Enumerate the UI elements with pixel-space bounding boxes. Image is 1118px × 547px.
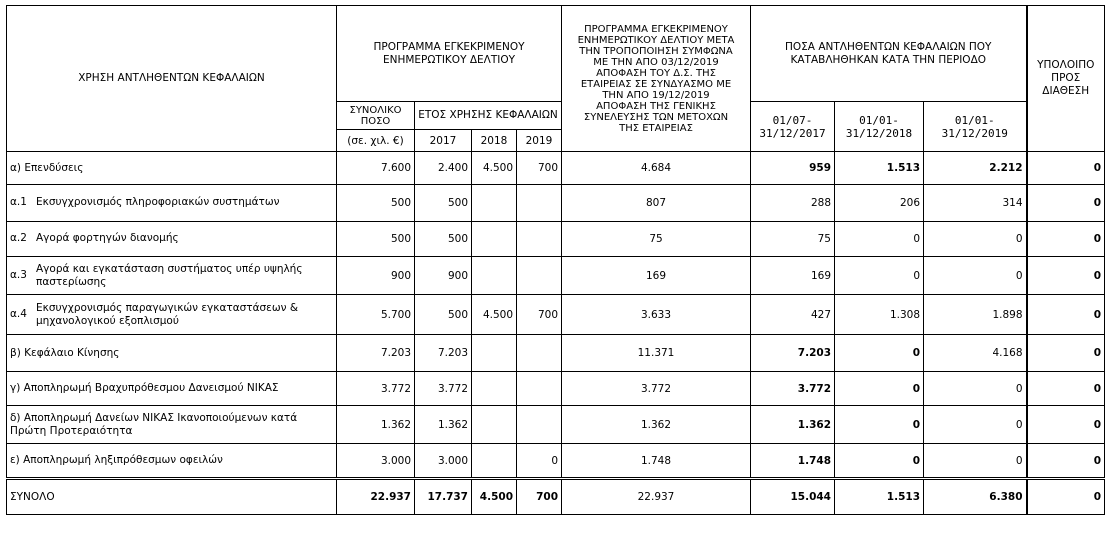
usage-header: ΧΡΗΣΗ ΑΝΤΛΗΘΕΝΤΩΝ ΚΕΦΑΛΑΙΩΝ xyxy=(7,6,337,152)
unit-header: (σε. χιλ. €) xyxy=(337,130,415,152)
cell-y2019 xyxy=(517,406,562,444)
row-label: Εκσυγχρονισμός παραγωγικών εγκαταστάσεων & μηχανολογικού εξοπλισμού xyxy=(36,301,299,327)
amended-line-3: ΤΗΝ ΤΡΟΠΟΠΟΙΗΣΗ ΣΥΜΦΩΝΑ xyxy=(579,45,733,57)
cell-total: 5.700 xyxy=(337,295,415,335)
table-row xyxy=(7,406,1105,444)
cell-y2017: 3.772 xyxy=(415,372,472,406)
row-label-cell xyxy=(7,295,337,335)
cell-y2017: 900 xyxy=(415,257,472,295)
cell-remaining: 0 xyxy=(1027,185,1105,222)
cell-amended: 75 xyxy=(562,222,751,257)
amended-line-10: ΤΗΣ ΕΤΑΙΡΕΙΑΣ xyxy=(619,122,693,134)
table-row xyxy=(7,295,1105,335)
cell-p2: 1.308 xyxy=(835,295,924,335)
cell-y2019: 700 xyxy=(517,479,562,515)
table-row xyxy=(7,222,1105,257)
cell-amended: 22.937 xyxy=(562,479,751,515)
row-label-cell xyxy=(7,444,337,479)
cell-y2017: 500 xyxy=(415,295,472,335)
cell-remaining: 0 xyxy=(1027,257,1105,295)
cell-y2018 xyxy=(472,257,517,295)
total-amount-header xyxy=(337,102,415,130)
cell-p2: 0 xyxy=(835,335,924,372)
amended-line-6: ΕΤΑΙΡΕΙΑΣ ΣΕ ΣΥΝΔΥΑΣΜΟ ΜΕ xyxy=(580,78,732,90)
cell-y2018 xyxy=(472,335,517,372)
cell-y2017: 500 xyxy=(415,222,472,257)
cell-total: 500 xyxy=(337,222,415,257)
row-code: α.2 xyxy=(10,232,27,245)
cell-y2017: 2.400 xyxy=(415,152,472,185)
cell-amended: 3.633 xyxy=(562,295,751,335)
cell-p1: 75 xyxy=(751,222,835,257)
approved-program-header xyxy=(337,6,562,102)
amended-line-7: ΤΗΝ ΑΠΟ 19/12/2019 xyxy=(602,89,710,101)
row-label-cell xyxy=(7,372,337,406)
cell-total: 900 xyxy=(337,257,415,295)
cell-y2018: 4.500 xyxy=(472,295,517,335)
cell-amended: 807 xyxy=(562,185,751,222)
cell-p3: 0 xyxy=(924,406,1027,444)
row-label-cell xyxy=(7,406,337,444)
cell-amended: 3.772 xyxy=(562,372,751,406)
cell-p2: 0 xyxy=(835,406,924,444)
cell-y2018 xyxy=(472,185,517,222)
period-2-header xyxy=(835,102,924,152)
cell-p1: 427 xyxy=(751,295,835,335)
period-1-header xyxy=(751,102,835,152)
period-2-line-1: 01/01- xyxy=(859,113,899,127)
period-1-line-2: 31/12/2017 xyxy=(759,126,826,140)
row-code: α.3 xyxy=(10,269,27,281)
amended-line-2: ΕΝΗΜΕΡΩΤΙΚΟΥ ΔΕΛΤΙΟΥ ΜΕΤΑ xyxy=(577,34,735,46)
cell-y2018 xyxy=(472,222,517,257)
cell-total: 7.600 xyxy=(337,152,415,185)
row-label: ε) Αποπληρωμή ληξιπρόθεσμων οφειλών xyxy=(10,454,223,466)
cell-p3: 314 xyxy=(924,185,1027,222)
cell-y2019: 700 xyxy=(517,295,562,335)
cell-p2: 1.513 xyxy=(835,152,924,185)
cell-p1: 1.362 xyxy=(751,406,835,444)
cell-y2019: 0 xyxy=(517,444,562,479)
cell-total: 500 xyxy=(337,185,415,222)
cell-y2018 xyxy=(472,372,517,406)
header-row-1 xyxy=(7,6,1105,102)
table-row xyxy=(7,335,1105,372)
capital-usage-table xyxy=(6,5,1105,515)
period-3-line-2: 31/12/2019 xyxy=(941,126,1008,140)
amended-line-9: ΣΥΝΕΛΕΥΣΗΣ ΤΩΝ ΜΕΤΟΧΩΝ xyxy=(583,111,729,123)
row-label-cell xyxy=(7,222,337,257)
total-amount-line-1: ΣΥΝΟΛΙΚΟ xyxy=(349,104,402,116)
cell-p2: 0 xyxy=(835,372,924,406)
cell-p3: 1.898 xyxy=(924,295,1027,335)
cell-remaining: 0 xyxy=(1027,372,1105,406)
row-label: δ) Αποπληρωμή Δανείων ΝΙΚΑΣ Ικανοποιούμενων κατά Πρώτη Προτεραιότητα xyxy=(10,411,298,437)
table-row xyxy=(7,257,1105,295)
row-label-cell xyxy=(7,335,337,372)
cell-p3: 0 xyxy=(924,222,1027,257)
amended-program-header xyxy=(562,6,751,152)
table-row xyxy=(7,152,1105,185)
capital-usage-table-container xyxy=(6,5,1105,515)
table-row xyxy=(7,479,1105,515)
disbursed-text: ΠΟΣΑ ΑΝΤΛΗΘΕΝΤΩΝ ΚΕΦΑΛΑΙΩΝ ΠΟΥ ΚΑΤΑΒΛΗΘΗΚΑΝ ΚΑΤΑ ΤΗΝ ΠΕΡΙΟΔΟ xyxy=(785,40,992,66)
cell-remaining: 0 xyxy=(1027,295,1105,335)
cell-p1: 1.748 xyxy=(751,444,835,479)
cell-p3: 4.168 xyxy=(924,335,1027,372)
approved-program-text: ΠΡΟΓΡΑΜΜΑ ΕΓΚΕΚΡΙΜΕΝΟΥ ΕΝΗΜΕΡΩΤΙΚΟΥ ΔΕΛΤΙΟΥ xyxy=(373,40,525,66)
disbursed-header xyxy=(751,6,1027,102)
remaining-header xyxy=(1027,6,1105,152)
cell-p3: 0 xyxy=(924,257,1027,295)
use-years-header: ΕΤΟΣ ΧΡΗΣΗΣ ΚΕΦΑΛΑΙΩΝ xyxy=(415,102,562,130)
cell-p3: 0 xyxy=(924,372,1027,406)
cell-p2: 206 xyxy=(835,185,924,222)
row-label-cell xyxy=(7,185,337,222)
amended-line-5: ΑΠΟΦΑΣΗ ΤΟΥ Δ.Σ. ΤΗΣ xyxy=(596,67,716,79)
cell-total: 22.937 xyxy=(337,479,415,515)
row-label-cell xyxy=(7,152,337,185)
cell-remaining: 0 xyxy=(1027,479,1105,515)
row-label: Αγορά και εγκατάσταση συστήματος υπέρ υψηλής παστερίωσης xyxy=(36,262,303,288)
cell-p2: 0 xyxy=(835,222,924,257)
year-2019-header: 2019 xyxy=(517,130,562,152)
row-label-cell xyxy=(7,479,337,515)
row-label: β) Κεφάλαιο Κίνησης xyxy=(10,346,120,359)
cell-amended: 4.684 xyxy=(562,152,751,185)
cell-y2017: 17.737 xyxy=(415,479,472,515)
cell-p1: 288 xyxy=(751,185,835,222)
cell-p1: 959 xyxy=(751,152,835,185)
table-body xyxy=(7,152,1105,515)
cell-y2017: 7.203 xyxy=(415,335,472,372)
cell-p3: 2.212 xyxy=(924,152,1027,185)
row-label: Αγορά φορτηγών διανομής xyxy=(36,232,179,245)
row-code: α.1 xyxy=(10,196,27,209)
amended-line-8: ΑΠΟΦΑΣΗ ΤΗΣ ΓΕΝΙΚΗΣ xyxy=(596,100,716,112)
cell-y2018: 4.500 xyxy=(472,152,517,185)
cell-remaining: 0 xyxy=(1027,335,1105,372)
period-1-line-1: 01/07- xyxy=(772,113,813,127)
amended-line-1: ΠΡΟΓΡΑΜΜΑ ΕΓΚΕΚΡΙΜΕΝΟΥ xyxy=(584,23,728,35)
cell-amended: 169 xyxy=(562,257,751,295)
cell-y2019: 700 xyxy=(517,152,562,185)
row-label: Εκσυγχρονισμός πληροφοριακών συστημάτων xyxy=(36,196,280,209)
cell-p2: 0 xyxy=(835,257,924,295)
row-label: α) Επενδύσεις xyxy=(10,161,84,174)
year-2017-header: 2017 xyxy=(415,130,472,152)
cell-remaining: 0 xyxy=(1027,222,1105,257)
cell-y2019 xyxy=(517,372,562,406)
amended-line-4: ΜΕ ΤΗΝ ΑΠΟ 03/12/2019 xyxy=(593,56,719,68)
cell-total: 1.362 xyxy=(337,406,415,444)
cell-p3: 0 xyxy=(924,444,1027,479)
cell-p2: 0 xyxy=(835,444,924,479)
row-label-cell xyxy=(7,257,337,295)
cell-y2018 xyxy=(472,444,517,479)
cell-amended: 11.371 xyxy=(562,335,751,372)
cell-y2017: 3.000 xyxy=(415,444,472,479)
cell-p1: 169 xyxy=(751,257,835,295)
cell-y2018: 4.500 xyxy=(472,479,517,515)
cell-total: 3.000 xyxy=(337,444,415,479)
cell-p3: 6.380 xyxy=(924,479,1027,515)
row-code: α.4 xyxy=(10,308,27,320)
cell-remaining: 0 xyxy=(1027,406,1105,444)
cell-total: 3.772 xyxy=(337,372,415,406)
cell-p1: 15.044 xyxy=(751,479,835,515)
cell-y2019 xyxy=(517,222,562,257)
cell-p1: 3.772 xyxy=(751,372,835,406)
period-3-header xyxy=(924,102,1027,152)
row-label: ΣΥΝΟΛΟ xyxy=(10,490,55,503)
cell-y2018 xyxy=(472,406,517,444)
table-row xyxy=(7,185,1105,222)
year-2018-header: 2018 xyxy=(472,130,517,152)
remaining-text: ΥΠΟΛΟΙΠΟ ΠΡΟΣ ΔΙΑΘΕΣΗ xyxy=(1037,59,1095,97)
cell-remaining: 0 xyxy=(1027,152,1105,185)
cell-y2017: 1.362 xyxy=(415,406,472,444)
cell-amended: 1.748 xyxy=(562,444,751,479)
cell-y2019 xyxy=(517,335,562,372)
row-label: γ) Αποπληρωμή Βραχυπρόθεσμου Δανεισμού ΝΙΚΑΣ xyxy=(10,382,279,394)
total-amount-line-2: ΠΟΣΟ xyxy=(360,115,391,127)
cell-y2019 xyxy=(517,257,562,295)
period-3-line-1: 01/01- xyxy=(954,113,995,127)
cell-remaining: 0 xyxy=(1027,444,1105,479)
period-2-line-2: 31/12/2018 xyxy=(845,126,913,140)
table-row xyxy=(7,444,1105,479)
cell-y2017: 500 xyxy=(415,185,472,222)
table-row xyxy=(7,372,1105,406)
cell-total: 7.203 xyxy=(337,335,415,372)
cell-y2019 xyxy=(517,185,562,222)
cell-p1: 7.203 xyxy=(751,335,835,372)
cell-p2: 1.513 xyxy=(835,479,924,515)
cell-amended: 1.362 xyxy=(562,406,751,444)
